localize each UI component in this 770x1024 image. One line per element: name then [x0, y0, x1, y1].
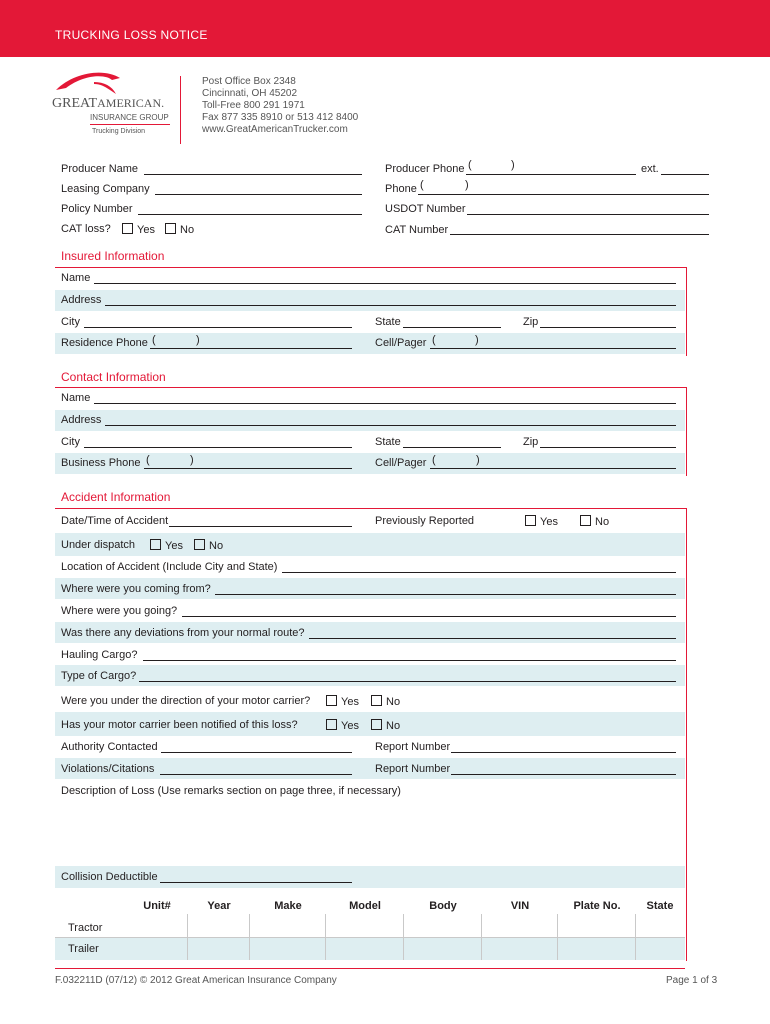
previously-reported-label: Previously Reported	[375, 515, 475, 527]
logo-great: GREAT	[52, 96, 98, 111]
going-field[interactable]	[182, 616, 676, 617]
cat-loss-no[interactable]: No	[165, 223, 194, 236]
direction-yes[interactable]: Yes	[326, 695, 359, 708]
row-trailer: Trailer	[68, 943, 99, 955]
leasing-company-field[interactable]	[155, 194, 362, 195]
collision-label: Collision Deductible	[61, 871, 158, 883]
insured-cell-field[interactable]	[430, 348, 676, 349]
producer-name-field[interactable]	[144, 174, 362, 175]
contact-cell-label: Cell/Pager	[375, 457, 427, 469]
col-state: State	[646, 900, 674, 912]
paren-open: (	[432, 454, 436, 466]
ext-label: ext.	[641, 163, 659, 175]
report-number-label: Report Number	[375, 763, 451, 775]
paren-close: )	[475, 334, 479, 346]
paren-close: )	[190, 454, 194, 466]
datetime-label: Date/Time of Accident	[61, 515, 169, 527]
paren-close: )	[476, 454, 480, 466]
residence-phone-field[interactable]	[150, 348, 352, 349]
eagle-icon	[54, 68, 124, 98]
col-body: Body	[429, 900, 457, 912]
paren-open: (	[152, 334, 156, 346]
coming-from-label: Where were you coming from?	[61, 583, 211, 595]
checkbox-icon[interactable]	[150, 539, 161, 550]
report-number-field[interactable]	[451, 774, 676, 775]
producer-phone-label: Producer Phone	[385, 163, 465, 175]
col-model: Model	[349, 900, 381, 912]
checkbox-icon[interactable]	[122, 223, 133, 234]
table-col-divider	[403, 914, 404, 960]
contact-address-label: Address	[61, 414, 102, 426]
insured-state-field[interactable]	[403, 327, 501, 328]
cargo-type-field[interactable]	[139, 681, 676, 682]
contact-state-field[interactable]	[403, 447, 501, 448]
previously-reported-yes[interactable]: Yes	[525, 515, 558, 528]
contact-city-label: City	[61, 436, 80, 448]
logo-american: AMERICAN.	[97, 96, 165, 110]
paren-open: (	[468, 159, 472, 171]
insured-address-label: Address	[61, 294, 102, 306]
usdot-label: USDOT Number	[385, 203, 466, 215]
page-number: Page 1 of 3	[666, 975, 718, 986]
checkbox-icon[interactable]	[326, 695, 337, 706]
business-phone-label: Business Phone	[61, 457, 141, 469]
row-tractor: Tractor	[68, 922, 103, 934]
insured-cell-label: Cell/Pager	[375, 337, 427, 349]
logo-division: Trucking Division	[92, 128, 146, 135]
accident-section-title: Accident Information	[61, 490, 171, 504]
paren-close: )	[511, 159, 515, 171]
hauling-field[interactable]	[143, 660, 676, 661]
table-col-divider	[249, 914, 250, 960]
insured-section-title: Insured Information	[61, 249, 165, 263]
company-logo	[52, 68, 172, 140]
contact-zip-label: Zip	[523, 436, 539, 448]
page-title: TRUCKING LOSS NOTICE	[55, 28, 208, 42]
authority-field[interactable]	[161, 752, 352, 753]
table-col-divider	[557, 914, 558, 960]
table-col-divider	[481, 914, 482, 960]
insured-address-field[interactable]	[105, 305, 676, 306]
deviations-label: Was there any deviations from your normal route?	[61, 627, 305, 639]
usdot-field[interactable]	[467, 214, 709, 215]
contact-section-title: Contact Information	[61, 370, 166, 384]
row-shade	[55, 290, 685, 311]
going-label: Where were you going?	[61, 605, 178, 617]
paren-close: )	[465, 179, 469, 191]
deviations-field[interactable]	[309, 638, 676, 639]
checkbox-icon[interactable]	[580, 515, 591, 526]
cat-loss-label: CAT loss?	[61, 223, 111, 235]
address-line: Cincinnati, OH 45202	[202, 88, 298, 99]
row-shade	[55, 665, 685, 686]
notified-label: Has your motor carrier been notified of this loss?	[61, 719, 298, 731]
contact-address-field[interactable]	[105, 425, 676, 426]
website-link[interactable]: www.GreatAmericanTrucker.com	[202, 124, 348, 135]
vehicle-table	[55, 888, 685, 960]
table-col-divider	[325, 914, 326, 960]
checkbox-icon[interactable]	[194, 539, 205, 550]
under-dispatch-yes[interactable]: Yes	[150, 539, 183, 552]
violations-label: Violations/Citations	[61, 763, 155, 775]
notified-yes[interactable]: Yes	[326, 719, 359, 732]
contact-name-field[interactable]	[94, 403, 676, 404]
contact-state-label: State	[375, 436, 401, 448]
contact-cell-field[interactable]	[430, 468, 676, 469]
cat-loss-yes[interactable]: Yes	[122, 223, 155, 236]
phone-label: Phone	[385, 183, 417, 195]
description-label: Description of Loss (Use remarks section on page three, if necessary)	[61, 785, 401, 797]
checkbox-icon[interactable]	[371, 695, 382, 706]
leasing-company-label: Leasing Company	[61, 183, 150, 195]
row-shade	[55, 410, 685, 431]
insured-zip-label: Zip	[523, 316, 539, 328]
business-phone-field[interactable]	[144, 468, 352, 469]
phone-field[interactable]	[418, 194, 709, 195]
insured-city-field[interactable]	[84, 327, 352, 328]
contact-zip-field[interactable]	[540, 447, 676, 448]
table-col-divider	[187, 914, 188, 960]
insured-zip-field[interactable]	[540, 327, 676, 328]
location-field[interactable]	[282, 572, 676, 573]
row-shade	[55, 333, 685, 354]
phone-tollfree: Toll-Free 800 291 1971	[202, 100, 305, 111]
checkbox-icon[interactable]	[165, 223, 176, 234]
logo-divider	[180, 76, 181, 144]
cargo-type-label: Type of Cargo?	[61, 670, 137, 682]
form-id: F.032211D (07/12) © 2012 Great American Insurance Company	[55, 975, 337, 986]
address-line: Post Office Box 2348	[202, 76, 296, 87]
insured-name-label: Name	[61, 272, 91, 284]
under-dispatch-label: Under dispatch	[61, 539, 135, 551]
insured-name-field[interactable]	[94, 283, 676, 284]
col-unit: Unit#	[143, 900, 171, 912]
previously-reported-no[interactable]: No	[580, 515, 609, 528]
contact-city-field[interactable]	[84, 447, 352, 448]
paren-open: (	[420, 179, 424, 191]
checkbox-icon[interactable]	[525, 515, 536, 526]
footer-rule	[55, 968, 685, 969]
under-dispatch-no[interactable]: No	[194, 539, 223, 552]
col-plate: Plate No.	[573, 900, 621, 912]
col-make: Make	[274, 900, 302, 912]
description-field[interactable]	[61, 800, 676, 860]
residence-phone-label: Residence Phone	[61, 337, 148, 349]
table-col-divider	[635, 914, 636, 960]
paren-open: (	[432, 334, 436, 346]
report-number-label: Report Number	[375, 741, 451, 753]
datetime-field[interactable]	[169, 526, 352, 527]
cat-number-label: CAT Number	[385, 224, 449, 236]
collision-field[interactable]	[160, 882, 352, 883]
producer-phone-field[interactable]	[466, 174, 636, 175]
paren-open: (	[146, 454, 150, 466]
location-label: Location of Accident (Include City and State)	[61, 561, 278, 573]
policy-number-label: Policy Number	[61, 203, 133, 215]
insured-city-label: City	[61, 316, 80, 328]
notified-no[interactable]: No	[371, 719, 400, 732]
checkbox-icon[interactable]	[326, 719, 337, 730]
direction-no[interactable]: No	[371, 695, 400, 708]
checkbox-icon[interactable]	[371, 719, 382, 730]
ext-field[interactable]	[661, 174, 709, 175]
col-year: Year	[207, 900, 231, 912]
table-row-divider	[55, 937, 685, 938]
policy-number-field[interactable]	[138, 214, 362, 215]
insured-state-label: State	[375, 316, 401, 328]
coming-from-field[interactable]	[215, 594, 676, 595]
logo-insurance-group: INSURANCE GROUP	[90, 113, 169, 122]
direction-label: Were you under the direction of your motor carrier?	[61, 695, 311, 707]
fax-number: Fax 877 335 8910 or 513 412 8400	[202, 112, 359, 123]
col-vin: VIN	[510, 900, 530, 912]
paren-close: )	[196, 334, 200, 346]
authority-label: Authority Contacted	[61, 741, 158, 753]
hauling-label: Hauling Cargo?	[61, 649, 138, 661]
violations-field[interactable]	[160, 774, 352, 775]
producer-name-label: Producer Name	[61, 163, 139, 175]
report-number-field[interactable]	[451, 752, 676, 753]
contact-name-label: Name	[61, 392, 91, 404]
cat-number-field[interactable]	[450, 234, 709, 235]
